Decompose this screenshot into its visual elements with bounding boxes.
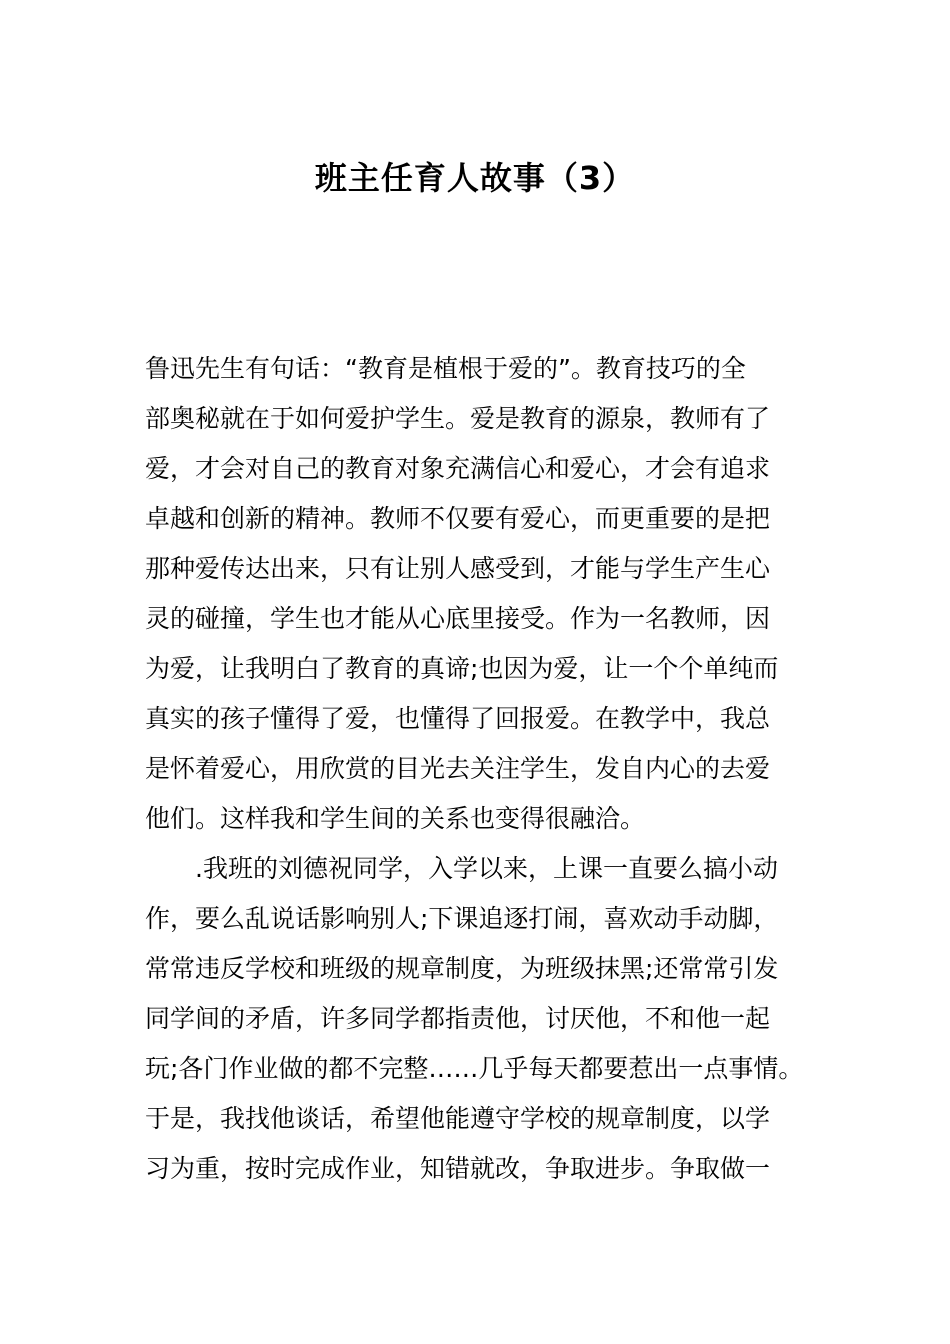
text-line: 灵的碰撞，学生也才能从心底里接受。作为一名教师，因	[145, 604, 771, 633]
text-line: 常常违反学校和班级的规章制度，为班级抹黑;还常常引发	[145, 954, 779, 983]
text-line: 卓越和创新的精神。教师不仅要有爱心，而更重要的是把	[145, 504, 771, 533]
text-line: 是怀着爱心，用欣赏的目光去关注学生，发自内心的去爱	[145, 754, 771, 783]
text-line: 作，要么乱说话影响别人;下课追逐打闹，喜欢动手动脚，	[145, 904, 779, 933]
text-line: 于是，我找他谈话，希望他能遵守学校的规章制度，以学	[145, 1104, 771, 1133]
text-line: 真实的孩子懂得了爱，也懂得了回报爱。在教学中，我总	[145, 704, 771, 733]
text-line: 部奥秘就在于如何爱护学生。爱是教育的源泉，教师有了	[145, 404, 771, 433]
text-line: 玩;各门作业做的都不完整……几乎每天都要惹出一点事情。	[145, 1054, 804, 1083]
text-line: .我班的刘德祝同学，入学以来，上课一直要么搞小动	[195, 854, 778, 883]
document-title: 班主任育人故事（3）	[314, 159, 636, 197]
document-body	[145, 344, 810, 1194]
text-line: 那种爱传达出来，只有让别人感受到，才能与学生产生心	[145, 554, 771, 583]
text-line: 习为重，按时完成作业，知错就改，争取进步。争取做一	[145, 1154, 771, 1183]
text-line: 爱，才会对自己的教育对象充满信心和爱心，才会有追求	[145, 454, 771, 483]
text-line: 同学间的矛盾，许多同学都指责他，讨厌他，不和他一起	[145, 1004, 771, 1033]
text-line: 他们。这样我和学生间的关系也变得很融洽。	[145, 804, 646, 833]
text-line: 为爱，让我明白了教育的真谛;也因为爱，让一个个单纯而	[145, 654, 779, 683]
text-line: 鲁迅先生有句话：“教育是植根于爱的”。教育技巧的全	[145, 354, 746, 383]
